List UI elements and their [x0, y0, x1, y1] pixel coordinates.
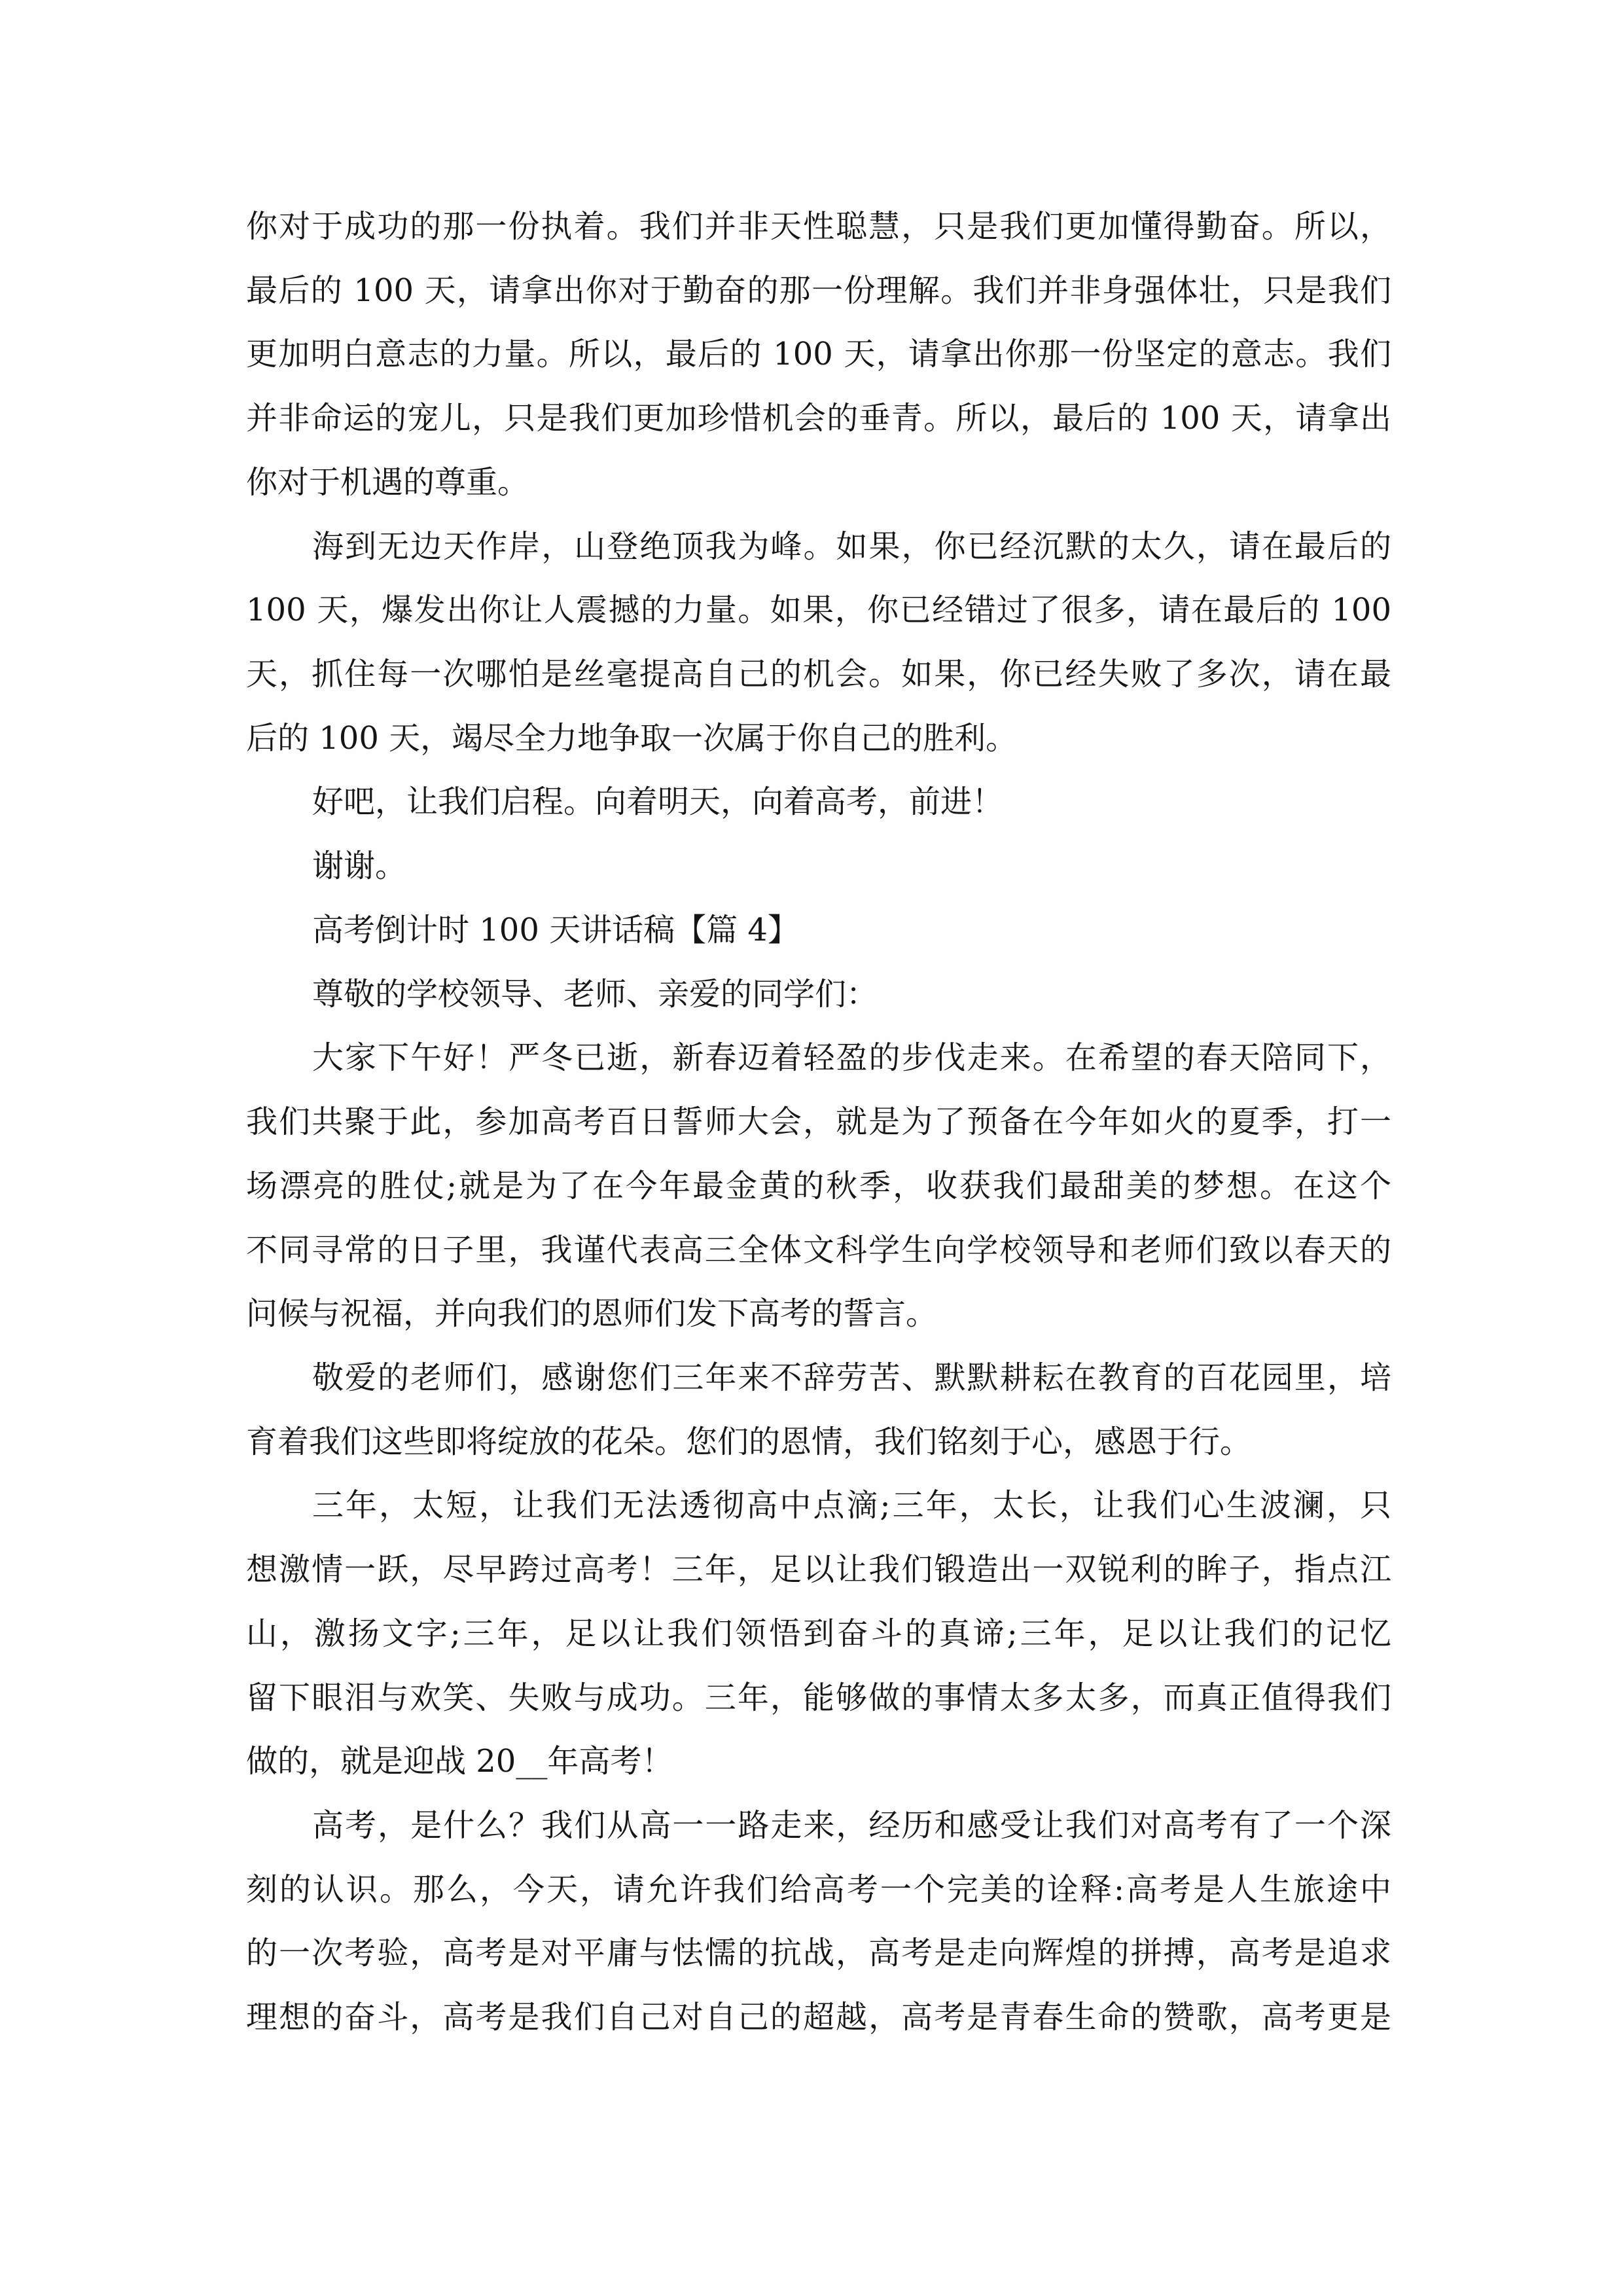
text-line: 大家下午好！严冬已逝，新春迈着轻盈的步伐走来。在希望的春天陪同下， — [312, 1039, 1391, 1077]
paragraph — [246, 515, 1391, 771]
text-line: 刻的认识。那么，今天，请允许我们给高考一个完美的诠释:高考是人生旅途中 — [246, 1871, 1391, 1908]
text-line: 的一次考验，高考是对平庸与怯懦的抗战，高考是走向辉煌的拼搏，高考是追求 — [246, 1935, 1391, 1972]
text-line: 问候与祝福，并向我们的恩师们发下高考的誓言。 — [246, 1295, 938, 1333]
text-line: 我们共聚于此，参加高考百日誓师大会，就是为了预备在今年如火的夏季，打一 — [246, 1103, 1391, 1141]
salutation: 尊敬的学校领导、老师、亲爱的同学们： — [312, 975, 878, 1013]
text-line: 最后的 100 天，请拿出你对于勤奋的那一份理解。我们并非身强体壮，只是我们 — [246, 272, 1391, 309]
paragraph — [246, 899, 1391, 963]
paragraph — [246, 1794, 1391, 2050]
text-line: 三年，太短，让我们无法透彻高中点滴;三年，太长，让我们心生波澜，只 — [312, 1487, 1391, 1524]
paragraph — [246, 1346, 1391, 1474]
text-line: 好吧，让我们启程。向着明天，向着高考，前进！ — [312, 783, 1004, 821]
text-line: 场漂亮的胜仗;就是为了在今年最金黄的秋季，收获我们最甜美的梦想。在这个 — [246, 1167, 1391, 1204]
paragraph — [246, 770, 1391, 834]
closing-thanks: 谢谢。 — [312, 848, 407, 885]
text-line: 并非命运的宠儿，只是我们更加珍惜机会的垂青。所以，最后的 100 天，请拿出 — [246, 400, 1391, 437]
text-line: 理想的奋斗，高考是我们自己对自己的超越，高考是青春生命的赞歌，高考更是 — [246, 1999, 1391, 2036]
text-line: 不同寻常的日子里，我谨代表高三全体文科学生向学校领导和老师们致以春天的 — [246, 1231, 1391, 1268]
paragraph — [246, 834, 1391, 899]
document-body — [246, 195, 1391, 2050]
paragraph — [246, 195, 1391, 515]
text-line: 山，激扬文字;三年，足以让我们领悟到奋斗的真谛;三年，足以让我们的记忆 — [246, 1615, 1391, 1652]
text-line: 留下眼泪与欢笑、失败与成功。三年，能够做的事情太多太多，而真正值得我们 — [246, 1679, 1391, 1716]
text-line: 你对于成功的那一份执着。我们并非天性聪慧，只是我们更加懂得勤奋。所以， — [246, 208, 1391, 245]
text-line: 海到无边天作岸，山登绝顶我为峰。如果，你已经沉默的太久，请在最后的 — [312, 528, 1391, 565]
paragraph — [246, 963, 1391, 1027]
text-line: 做的，就是迎战 20__年高考！ — [246, 1743, 673, 1780]
text-line: 后的 100 天，竭尽全力地争取一次属于你自己的胜利。 — [246, 719, 1018, 757]
paragraph — [246, 1474, 1391, 1794]
paragraph — [246, 1026, 1391, 1346]
text-line: 高考，是什么？我们从高一一路走来，经历和感受让我们对高考有了一个深 — [312, 1806, 1391, 1844]
text-line: 敬爱的老师们，感谢您们三年来不辞劳苦、默默耕耘在教育的百花园里，培 — [312, 1359, 1391, 1396]
text-line: 100 天，爆发出你让人震撼的力量。如果，你已经错过了很多，请在最后的 100 — [246, 592, 1391, 629]
section-heading: 高考倒计时 100 天讲话稿【篇 4】 — [312, 911, 799, 948]
text-line: 你对于机遇的尊重。 — [246, 463, 529, 501]
text-line: 育着我们这些即将绽放的花朵。您们的恩情，我们铭刻于心，感恩于行。 — [246, 1423, 1252, 1460]
text-line: 更加明白意志的力量。所以，最后的 100 天，请拿出你那一份坚定的意志。我们 — [246, 336, 1391, 373]
text-line: 天，抓住每一次哪怕是丝毫提高自己的机会。如果，你已经失败了多次，请在最 — [246, 656, 1391, 693]
text-line: 想激情一跃，尽早跨过高考！三年，足以让我们锻造出一双锐利的眸子，指点江 — [246, 1551, 1391, 1588]
